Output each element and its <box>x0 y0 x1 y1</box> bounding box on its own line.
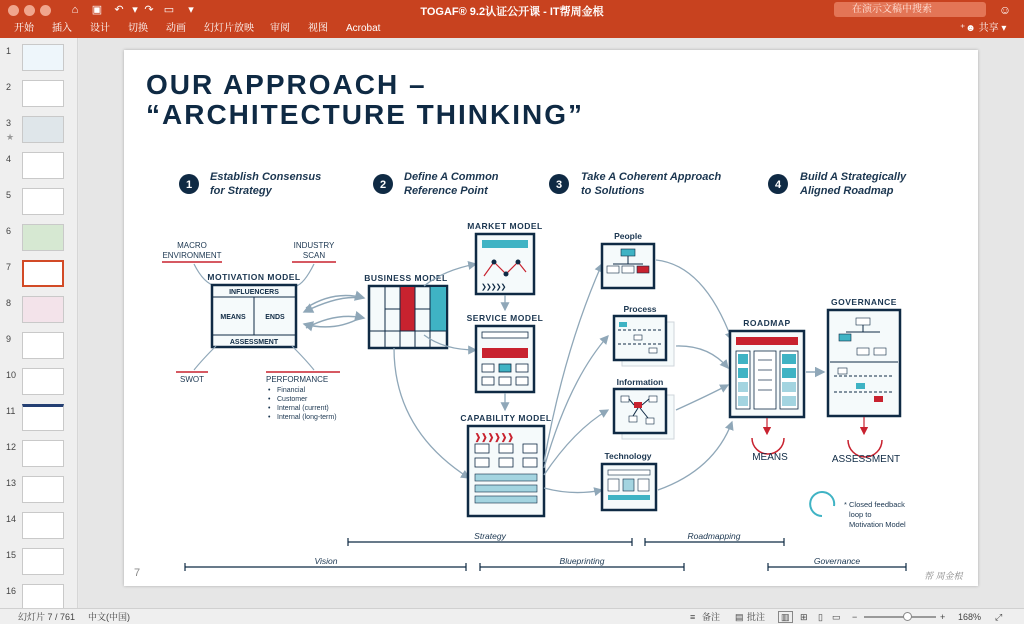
tab-animations[interactable]: 动画 <box>166 23 186 34</box>
phase-roadmapping: Roadmapping <box>687 531 741 541</box>
step-label: Aligned Roadmap <box>800 185 894 197</box>
industry-label: INDUSTRY <box>293 241 335 250</box>
step-number: 4 <box>774 179 782 191</box>
home-icon[interactable]: ⌂ <box>71 4 79 16</box>
step-number: 3 <box>555 179 563 191</box>
slide-thumbnail[interactable] <box>22 584 64 608</box>
capability-model-label: CAPABILITY MODEL <box>460 413 552 423</box>
slide-counter: 幻灯片 7 / 761 <box>18 612 76 622</box>
tab-transitions[interactable]: 切换 <box>128 23 148 34</box>
diagram <box>124 50 978 586</box>
tab-slideshow[interactable]: 幻灯片放映 <box>204 23 254 34</box>
slide-thumbnail[interactable] <box>22 80 64 107</box>
performance-item: • <box>268 387 271 394</box>
connector <box>544 336 608 468</box>
thumb-number: 9 <box>6 334 12 344</box>
roadmap-label: ROADMAP <box>743 318 791 328</box>
slide-title-line1: OUR APPROACH – <box>146 69 427 100</box>
notes-button[interactable]: 备注 <box>702 612 721 622</box>
tab-review[interactable]: 审阅 <box>270 23 290 34</box>
zoom-slider[interactable] <box>864 616 936 618</box>
performance-item: Customer <box>277 396 308 403</box>
notes-icon[interactable]: ≡ <box>690 612 696 622</box>
technology-box <box>602 464 656 510</box>
step-2 <box>373 171 499 197</box>
slide-thumbnail[interactable] <box>22 188 64 215</box>
connector <box>292 346 314 370</box>
zoom-out-icon[interactable]: − <box>852 612 858 622</box>
thumb-number: 13 <box>6 478 17 488</box>
user-icon[interactable]: ☺ <box>998 3 1012 17</box>
process-box <box>614 316 666 360</box>
comments-icon[interactable]: ▤ <box>735 612 744 622</box>
slide-thumbnail[interactable] <box>22 332 64 359</box>
comments-button[interactable]: 批注 <box>747 612 766 622</box>
step-1 <box>179 171 321 197</box>
fit-to-window-icon[interactable]: ⤢ <box>995 612 1003 622</box>
thumb-number: 7 <box>6 262 12 272</box>
slide-thumbnail[interactable] <box>22 476 64 503</box>
thumb-number: 5 <box>6 190 12 200</box>
connector <box>676 385 728 410</box>
sorter-view-icon[interactable]: ⊞ <box>800 612 808 622</box>
title-bar <box>0 0 1024 20</box>
slide-thumbnail[interactable] <box>22 296 64 323</box>
zoom-slider-handle[interactable] <box>903 612 912 621</box>
slide-title-line2: “ARCHITECTURE THINKING” <box>146 99 584 130</box>
status-bar <box>0 608 1024 624</box>
redo-icon[interactable]: ↷ <box>144 4 154 16</box>
tab-design[interactable]: 设计 <box>90 23 110 34</box>
phase-strategy: Strategy <box>474 531 506 541</box>
macro-label: MACRO <box>177 241 207 250</box>
phase-bars <box>185 538 906 571</box>
slide-thumbnail[interactable] <box>22 44 64 71</box>
people-box <box>602 244 654 288</box>
market-model-label: MARKET MODEL <box>467 221 543 231</box>
people-label: People <box>614 231 642 241</box>
reading-view-icon[interactable]: ▯ <box>818 612 823 622</box>
information-label: Information <box>616 377 664 387</box>
performance-item: Internal (current) <box>277 405 329 412</box>
undo-icon[interactable]: ↶ <box>114 4 124 16</box>
step-label: Take A Coherent Approach <box>581 171 722 183</box>
zoom-in-icon[interactable]: + <box>940 612 946 622</box>
zoom-level[interactable]: 168% <box>958 612 982 622</box>
thumb-number: 16 <box>6 586 17 596</box>
step-label: for Strategy <box>210 185 272 197</box>
technology-label: Technology <box>604 451 652 461</box>
step-3 <box>549 171 721 197</box>
feedback-note: loop to <box>849 510 872 519</box>
market-model-box <box>476 234 534 294</box>
chevron-row-icon: ❯❯❯❯❯ <box>481 284 506 291</box>
process-label: Process <box>623 304 657 314</box>
slide-thumbnail[interactable] <box>22 368 64 395</box>
slide-thumbnail[interactable] <box>22 224 64 251</box>
thumb-number: 11 <box>6 406 16 416</box>
save-icon[interactable]: ▣ <box>91 4 103 16</box>
share-label: 共享 <box>978 23 999 34</box>
connector <box>394 348 469 478</box>
thumb-number: 10 <box>6 370 17 380</box>
language-indicator[interactable]: 中文(中国) <box>88 612 130 622</box>
tab-view[interactable]: 视图 <box>308 23 328 34</box>
connector <box>544 264 602 462</box>
document-title: TOGAF® 9.2认证公开课 - IT帮周金根 <box>420 6 604 18</box>
step-4 <box>768 171 907 197</box>
step-label: to Solutions <box>581 185 645 197</box>
slide-thumbnail-selected[interactable] <box>22 260 64 287</box>
thumb-number: 1 <box>6 46 12 56</box>
assessment-output-label: ASSESSMENT <box>831 454 901 465</box>
feedback-note: Motivation Model <box>849 520 906 529</box>
assessment-cell: ASSESSMENT <box>229 339 279 346</box>
slide-thumbnail[interactable] <box>22 404 64 431</box>
phase-vision: Vision <box>314 556 338 566</box>
performance-item: Financial <box>277 387 306 394</box>
feedback-loop-icon <box>810 492 834 516</box>
step-label: Establish Consensus <box>210 171 322 183</box>
search-input[interactable]: 在演示文稿中搜索 <box>834 2 986 17</box>
thumb-number: 14 <box>6 514 17 524</box>
thumb-number: 15 <box>6 550 17 560</box>
performance-item: • <box>268 405 271 412</box>
performance-item: • <box>268 396 271 403</box>
share-button[interactable]: ⁺☻ 共享 ▾ <box>960 23 1007 34</box>
slide-thumbnail[interactable] <box>22 548 64 575</box>
feedback-note: * Closed feedback <box>844 500 905 509</box>
tab-acrobat[interactable]: Acrobat <box>346 23 381 34</box>
motivation-model-label: MOTIVATION MODEL <box>207 272 301 282</box>
thumb-number: 12 <box>6 442 17 452</box>
macro-label: ENVIRONMENT <box>162 251 222 260</box>
ends-cell: ENDS <box>265 314 285 321</box>
motivation-model-box <box>212 285 296 347</box>
slideshow-icon[interactable]: ▭ <box>163 4 175 16</box>
connector <box>544 488 602 493</box>
star-icon: ★ <box>6 132 15 142</box>
tab-insert[interactable]: 插入 <box>52 23 72 34</box>
step-number: 1 <box>185 179 193 191</box>
governance-label: GOVERNANCE <box>831 297 897 307</box>
thumb-number: 8 <box>6 298 12 308</box>
means-output-label: MEANS <box>752 452 788 463</box>
customize-toolbar-icon[interactable]: ▾ <box>188 4 194 16</box>
means-cell: MEANS <box>220 314 246 321</box>
undo-dropdown-icon[interactable]: ▾ <box>132 4 138 16</box>
thumb-number: 4 <box>6 154 12 164</box>
thumb-number: 3 <box>6 118 12 128</box>
add-person-icon: ⁺☻ <box>960 23 979 34</box>
thumb-number: 6 <box>6 226 12 236</box>
slide-thumbnail[interactable] <box>22 440 64 467</box>
step-label: Define A Common <box>404 171 499 183</box>
performance-label: PERFORMANCE <box>266 375 329 384</box>
performance-item: Internal (long-term) <box>277 414 337 421</box>
swot-label: SWOT <box>180 375 204 384</box>
chevron-row-icon: ❱❱❱❱❱❱ <box>474 432 514 442</box>
slide-thumbnail[interactable] <box>22 512 64 539</box>
phase-governance: Governance <box>813 556 861 566</box>
governance-box <box>828 310 900 416</box>
step-number: 2 <box>379 179 387 191</box>
connector <box>194 346 216 370</box>
business-model-label: BUSINESS MODEL <box>364 273 448 283</box>
information-box <box>614 389 666 433</box>
slide-thumbnail-panel[interactable] <box>0 38 78 608</box>
thumb-number: 2 <box>6 82 12 92</box>
connector <box>544 410 608 475</box>
service-model-label: SERVICE MODEL <box>466 313 544 323</box>
roadmap-box <box>730 331 804 417</box>
normal-view-icon[interactable]: ▥ <box>778 611 793 623</box>
business-model-box <box>369 286 447 348</box>
phase-blueprinting: Blueprinting <box>559 556 605 566</box>
slide-thumbnail[interactable] <box>22 152 64 179</box>
step-label: Reference Point <box>404 185 488 197</box>
slide-canvas[interactable] <box>124 50 978 586</box>
slide-number: 7 <box>134 567 141 579</box>
connector <box>676 346 728 368</box>
tab-home[interactable]: 开始 <box>14 23 34 34</box>
performance-item: • <box>268 414 271 421</box>
step-label: Build A Strategically <box>800 171 907 183</box>
service-model-box <box>476 326 534 392</box>
ribbon-tabs <box>0 20 1024 38</box>
influencers-cell: INFLUENCERS <box>229 289 279 296</box>
capability-model-box <box>468 426 544 516</box>
industry-label: SCAN <box>302 251 326 260</box>
slide-thumbnail[interactable] <box>22 116 64 143</box>
slideshow-view-icon[interactable]: ▭ <box>832 612 841 622</box>
watermark: 帮 周金根 <box>924 571 963 581</box>
